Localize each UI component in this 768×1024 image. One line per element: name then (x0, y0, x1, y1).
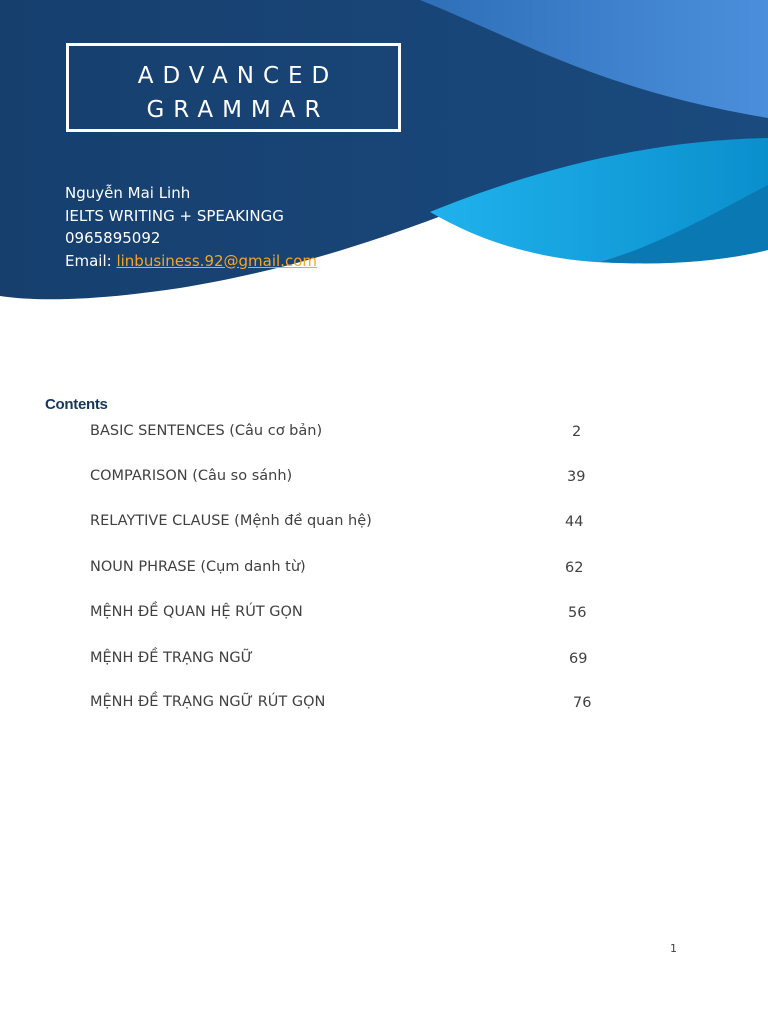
author-role: IELTS WRITING + SPEAKINGG (65, 206, 284, 225)
toc-item-page: 39 (567, 469, 586, 485)
contents-heading: Contents (45, 396, 108, 413)
title-line-1: ADVANCED (137, 63, 339, 89)
toc-item-title: MỆNH ĐỀ TRẠNG NGỮ RÚT GỌN (90, 694, 326, 710)
author-name: Nguyễn Mai Linh (65, 184, 191, 202)
email-label: Email: (65, 251, 112, 270)
toc-item-title: COMPARISON (Câu so sánh) (90, 468, 293, 484)
page-number: 1 (670, 942, 677, 955)
toc-item-title: NOUN PHRASE (Cụm danh từ) (90, 559, 306, 575)
toc-item-title: BASIC SENTENCES (Câu cơ bản) (90, 423, 323, 439)
toc-item-page: 69 (569, 651, 588, 667)
author-email-line (65, 250, 317, 273)
toc-item-page: 62 (565, 560, 584, 576)
toc-item-page: 2 (572, 424, 582, 440)
toc-item-page: 76 (573, 695, 592, 711)
email-link[interactable]: linbusiness.92@gmail.com (116, 251, 317, 270)
toc-item-title: RELAYTIVE CLAUSE (Mệnh đề quan hệ) (90, 513, 372, 529)
title-line-2: GRAMMAR (146, 97, 330, 123)
title-box (66, 43, 401, 132)
toc-item-title: MỆNH ĐỀ QUAN HỆ RÚT GỌN (90, 604, 303, 620)
toc-item-title: MỆNH ĐỀ TRẠNG NGỮ (90, 650, 254, 666)
toc-item-page: 56 (568, 605, 587, 621)
toc-item-page: 44 (565, 514, 584, 530)
author-phone: 0965895092 (65, 229, 161, 247)
author-block (65, 182, 317, 272)
